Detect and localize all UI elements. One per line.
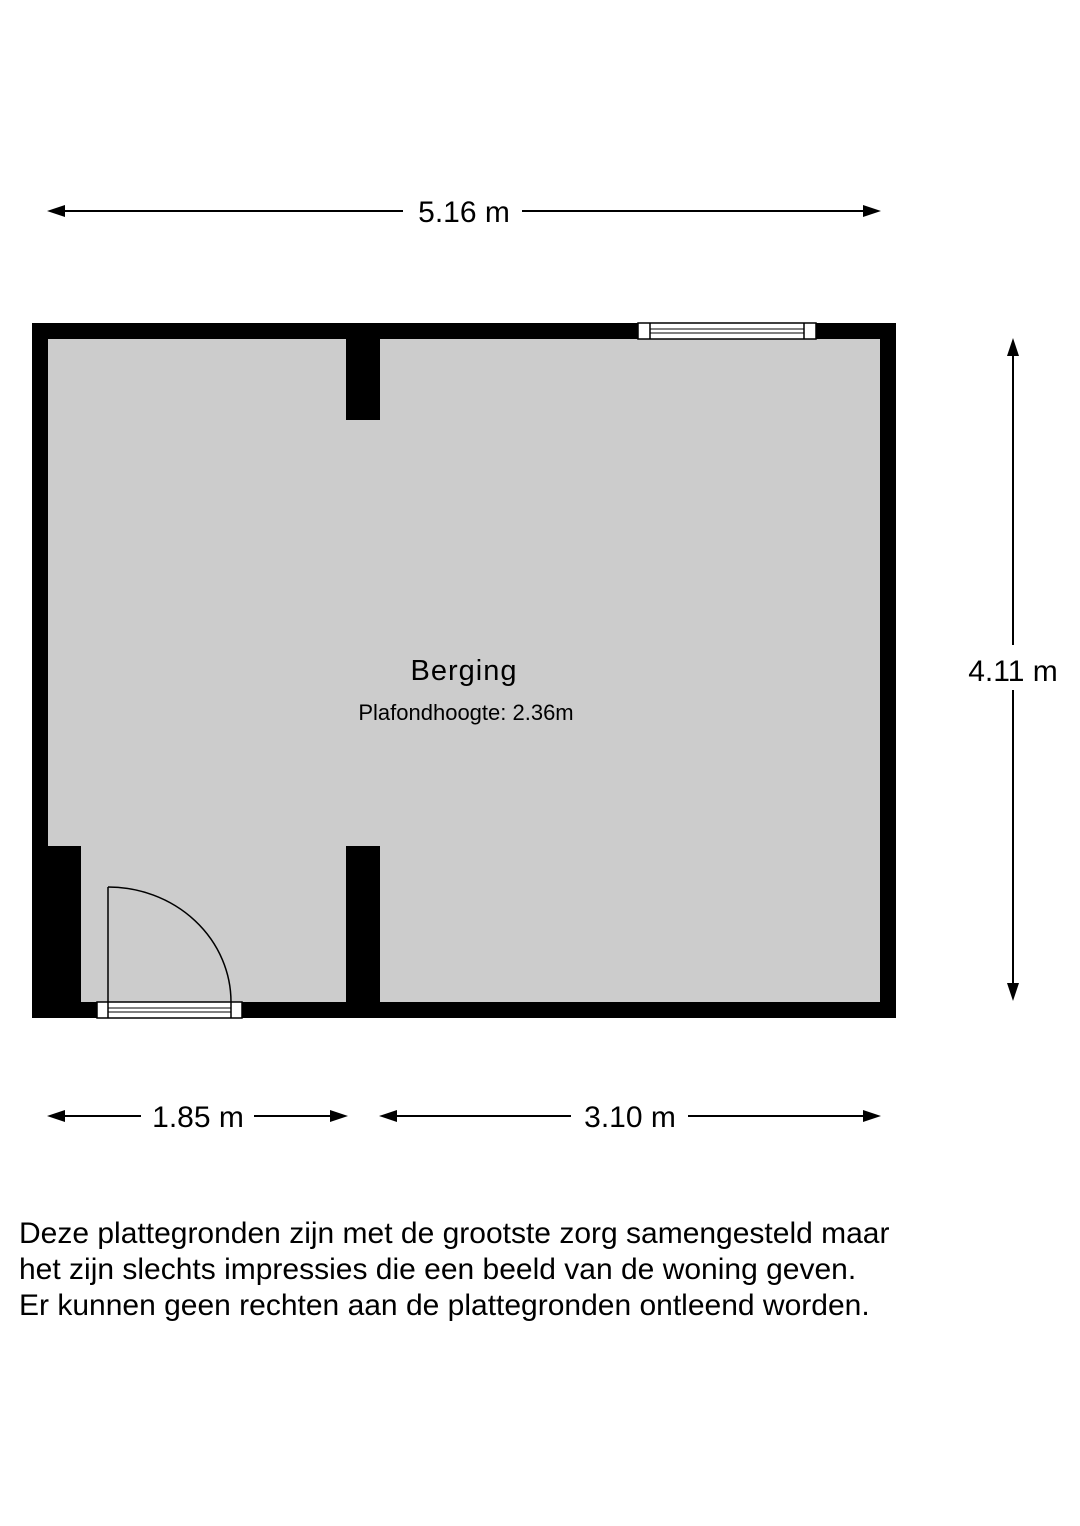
partition-bottom (346, 846, 380, 1002)
left-wall-segment (48, 846, 81, 1002)
arrow-left-icon (47, 1110, 65, 1122)
disclaimer-line: het zijn slechts impressies die een beeld van de woning geven. (19, 1253, 857, 1286)
dimension-top (47, 196, 881, 229)
dimension-bottom-left-label: 1.85 m (152, 1101, 244, 1134)
partition-top (346, 339, 380, 420)
dimension-top-label: 5.16 m (418, 196, 510, 229)
arrow-down-icon (1007, 983, 1019, 1001)
room-ceiling-height: Plafondhoogte: 2.36m (358, 700, 574, 725)
window (638, 323, 816, 339)
arrow-right-icon (863, 205, 881, 217)
dimension-bottom-right (379, 1101, 881, 1134)
arrow-right-icon (330, 1110, 348, 1122)
arrow-right-icon (863, 1110, 881, 1122)
arrow-up-icon (1007, 338, 1019, 356)
dimension-right-label: 4.11 m (968, 655, 1058, 688)
disclaimer-line: Deze plattegronden zijn met de grootste zorg samengesteld maar (19, 1217, 890, 1250)
dimension-bottom-left (47, 1101, 348, 1134)
dimension-bottom-right-label: 3.10 m (584, 1101, 676, 1134)
dimension-right (968, 338, 1058, 1001)
disclaimer-line: Er kunnen geen rechten aan de plattegronden ontleend worden. (19, 1289, 870, 1322)
room-name: Berging (410, 655, 518, 687)
disclaimer (19, 1216, 1069, 1324)
arrow-left-icon (379, 1110, 397, 1122)
arrow-left-icon (47, 205, 65, 217)
